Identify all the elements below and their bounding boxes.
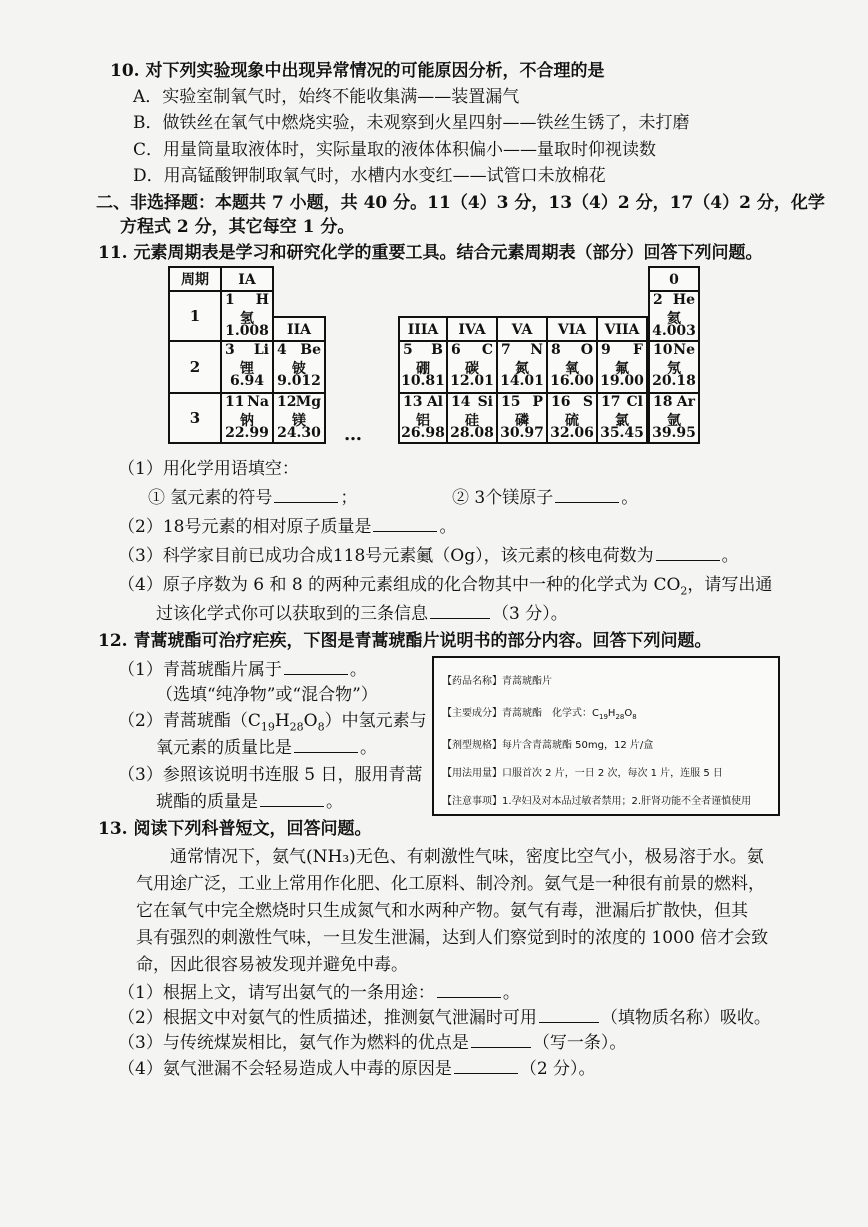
element-cell-h xyxy=(220,290,274,342)
q11-p1: （1）用化学用语填空： xyxy=(118,459,299,479)
element-cell-mg xyxy=(272,392,326,444)
q12-stem: 12. 青蒿琥酯可治疗疟疾，下图是青蒿琥酯片说明书的部分内容。回答下列问题。 xyxy=(98,631,712,651)
element-mass: 20.18 xyxy=(652,373,696,389)
element-cell-al xyxy=(398,392,448,444)
element-cell-p xyxy=(496,392,548,444)
element-number: 2 xyxy=(653,292,663,308)
table-ellipsis: … xyxy=(344,424,362,445)
q12-p2b: 氧元素的质量比是 。 xyxy=(156,734,377,761)
element-cell-f xyxy=(596,340,648,394)
element-number: 4 xyxy=(277,342,287,358)
element-number: 12 xyxy=(277,394,297,410)
element-cell-s xyxy=(546,392,598,444)
q12-p1-hint: （选填“纯净物”或“混合物”） xyxy=(156,685,378,705)
element-number: 16 xyxy=(551,394,571,410)
element-name: 碳 xyxy=(465,361,479,377)
q11-p2: （2）18号元素的相对原子质量是 。 xyxy=(118,513,456,540)
element-number: 18 xyxy=(653,394,673,410)
element-name: 硫 xyxy=(565,413,579,429)
box-row-dosage: 【用法用量】口服首次 2 片，一日 2 次，每次 1 片，连服 5 日 xyxy=(442,768,723,779)
element-number: 17 xyxy=(601,394,621,410)
element-name: 铍 xyxy=(292,361,306,377)
q13-p3-blank[interactable] xyxy=(471,1029,531,1048)
q12-p3a: （3）参照该说明书连服 5 日，服用青蒿 xyxy=(118,765,423,785)
box-row-name: 【药品名称】青蒿琥酯片 xyxy=(442,676,552,687)
element-number: 7 xyxy=(501,342,511,358)
q11-p4b-blank[interactable] xyxy=(430,600,490,619)
element-name: 氯 xyxy=(615,413,629,429)
group-via: VIA xyxy=(546,316,598,342)
q11-p1a: ① 氢元素的符号 ； xyxy=(148,484,357,511)
q11-p3: （3）科学家目前已成功合成118号元素鿫（Og），该元素的核电荷数为 。 xyxy=(118,542,739,569)
element-name: 氟 xyxy=(615,361,629,377)
element-number: 3 xyxy=(225,342,235,358)
element-name: 磷 xyxy=(515,413,529,429)
element-mass: 39.95 xyxy=(652,425,696,441)
element-symbol: P xyxy=(532,394,543,410)
element-name: 锂 xyxy=(240,361,254,377)
q13-para-line5: 命，因此很容易被发现并避免中毒。 xyxy=(136,955,408,975)
period-header: 周期 xyxy=(168,266,222,292)
element-name: 氖 xyxy=(667,361,681,377)
element-mass: 14.01 xyxy=(500,373,544,389)
box-row-notes: 【注意事项】1.孕妇及对本品过敏者禁用；2.肝肾功能不全者谨慎使用 xyxy=(442,796,752,807)
element-name: 氩 xyxy=(667,413,681,429)
q10-option-a: A．实验室制氧气时，始终不能收集满——装置漏气 xyxy=(133,87,520,107)
element-symbol: O xyxy=(580,342,593,358)
element-mass: 10.81 xyxy=(401,373,445,389)
element-cell-cl xyxy=(596,392,648,444)
element-cell-ne xyxy=(648,340,700,394)
element-symbol: N xyxy=(530,342,543,358)
box-row-spec: 【剂型规格】每片含青蒿琥酯 50mg，12 片/盒 xyxy=(442,740,654,751)
element-mass: 28.08 xyxy=(450,425,494,441)
element-name: 氧 xyxy=(565,361,579,377)
q11-p4a: （4）原子序数为 6 和 8 的两种元素组成的化合物其中一种的化学式为 $CO_2$，请写出通 xyxy=(118,575,773,598)
element-number: 13 xyxy=(403,394,423,410)
element-number: 5 xyxy=(403,342,413,358)
group-0: 0 xyxy=(648,266,700,292)
q12-p2b-blank[interactable] xyxy=(294,734,358,753)
q12-p1: （1）青蒿琥酯片属于 。 xyxy=(118,656,367,683)
element-mass: 4.003 xyxy=(652,323,696,339)
q10-option-c: C．用量筒量取液体时，实际量取的液体体积偏小——量取时仰视读数 xyxy=(133,140,657,160)
q13-para-line3: 它在氧气中完全燃烧时只生成氮气和水两种产物。氨气有毒，泄漏后扩散快，但其 xyxy=(136,901,748,921)
group-va: VA xyxy=(496,316,548,342)
element-mass: 12.01 xyxy=(450,373,494,389)
group-iiia: IIIA xyxy=(398,316,448,342)
q12-p1-blank[interactable] xyxy=(284,656,348,675)
period-3: 3 xyxy=(168,392,222,444)
q12-p3b: 琥酯的质量是 。 xyxy=(156,788,343,815)
q13-para-line4: 具有强烈的刺激性气味，一旦发生泄漏，达到人们察觉到时的浓度的 1000 倍才会致 xyxy=(136,928,769,948)
element-mass: 22.99 xyxy=(225,425,269,441)
element-mass: 24.30 xyxy=(277,425,321,441)
element-name: 铝 xyxy=(416,413,430,429)
element-symbol: Be xyxy=(300,342,321,358)
q11-p1b: ② 3个镁原子 。 xyxy=(452,484,638,511)
element-number: 8 xyxy=(551,342,561,358)
element-number: 11 xyxy=(225,394,245,410)
element-cell-na xyxy=(220,392,274,444)
element-symbol: H xyxy=(255,292,269,308)
element-name: 氦 xyxy=(667,311,681,327)
q13-p2: （2）根据文中对氨气的性质描述，推测氨气泄漏时可用 （填物质名称）吸收。 xyxy=(118,1004,771,1031)
element-cell-c xyxy=(446,340,498,394)
q10-option-d: D．用高锰酸钾制取氧气时，水槽内水变红——试管口未放棉花 xyxy=(133,166,606,186)
drug-instructions-box xyxy=(432,656,780,816)
q11-p1a-blank[interactable] xyxy=(274,484,338,503)
element-number: 9 xyxy=(601,342,611,358)
element-number: 1 xyxy=(225,292,235,308)
q13-p1: （1）根据上文，请写出氨气的一条用途： 。 xyxy=(118,979,520,1006)
section2-line1: 二、非选择题：本题共 7 小题，共 40 分。11（4）3 分，13（4）2 分，17（4）2 分，化学 xyxy=(96,193,825,213)
element-number: 10 xyxy=(653,342,673,358)
group-iia: IIA xyxy=(272,316,326,342)
element-cell-be xyxy=(272,340,326,394)
element-mass: 32.06 xyxy=(550,425,594,441)
element-symbol: Li xyxy=(253,342,269,358)
q13-p4-blank[interactable] xyxy=(454,1055,518,1074)
q13-p1-blank[interactable] xyxy=(437,979,501,998)
element-symbol: F xyxy=(633,342,643,358)
group-viia: VIIA xyxy=(596,316,648,342)
element-symbol: C xyxy=(481,342,493,358)
q13-p2-blank[interactable] xyxy=(539,1004,599,1023)
element-symbol: Na xyxy=(247,394,269,410)
q12-p3b-blank[interactable] xyxy=(260,788,324,807)
element-number: 14 xyxy=(451,394,471,410)
q13-p4: （4）氨气泄漏不会轻易造成人中毒的原因是 （2 分）。 xyxy=(118,1055,596,1082)
element-symbol: Si xyxy=(477,394,493,410)
q13-stem: 13. 阅读下列科普短文，回答问题。 xyxy=(98,819,372,839)
period-2: 2 xyxy=(168,340,222,394)
element-symbol: Al xyxy=(426,394,443,410)
element-name: 钠 xyxy=(240,413,254,429)
element-mass: 26.98 xyxy=(401,425,445,441)
element-cell-n xyxy=(496,340,548,394)
q13-para-line1: 通常情况下，氨气(NH₃)无色、有刺激性气味，密度比空气小，极易溶于水。氨 xyxy=(170,847,764,867)
element-mass: 30.97 xyxy=(500,425,544,441)
q11-stem: 11. 元素周期表是学习和研究化学的重要工具。结合元素周期表（部分）回答下列问题。 xyxy=(98,243,763,263)
element-symbol: B xyxy=(431,342,443,358)
element-name: 氢 xyxy=(240,311,254,327)
group-ia: IA xyxy=(220,266,274,292)
q11-p2-blank[interactable] xyxy=(373,513,437,532)
element-symbol: Ne xyxy=(673,342,695,358)
element-mass: 9.012 xyxy=(277,373,321,389)
element-name: 氮 xyxy=(515,361,529,377)
element-cell-b xyxy=(398,340,448,394)
element-cell-he xyxy=(648,290,700,342)
period-1: 1 xyxy=(168,290,222,342)
element-symbol: Mg xyxy=(295,394,321,410)
q13-p3: （3）与传统煤炭相比，氨气作为燃料的优点是 （写一条）。 xyxy=(118,1029,626,1056)
element-cell-o xyxy=(546,340,598,394)
q11-p3-blank[interactable] xyxy=(656,542,720,561)
element-name: 镁 xyxy=(292,413,306,429)
q10-stem: 10. 对下列实验现象中出现异常情况的可能原因分析，不合理的是 xyxy=(110,61,605,81)
q11-p1b-blank[interactable] xyxy=(555,484,619,503)
element-symbol: Cl xyxy=(626,394,643,410)
element-name: 硅 xyxy=(465,413,479,429)
group-iva: IVA xyxy=(446,316,498,342)
element-number: 6 xyxy=(451,342,461,358)
element-mass: 35.45 xyxy=(600,425,644,441)
q13-para-line2: 气用途广泛，工业上常用作化肥、化工原料、制冷剂。氨气是一种很有前景的燃料， xyxy=(136,874,765,894)
element-mass: 19.00 xyxy=(600,373,644,389)
element-cell-ar xyxy=(648,392,700,444)
section2-line2: 方程式 2 分，其它每空 1 分。 xyxy=(120,217,355,237)
q11-p4b: 过该化学式你可以获取到的三条信息 （3 分）。 xyxy=(156,600,568,627)
element-number: 15 xyxy=(501,394,521,410)
element-name: 硼 xyxy=(416,361,430,377)
box-row-ingredient: 【主要成分】青蒿琥酯 化学式：$C_{19}H_{28}O_8$ xyxy=(442,708,637,721)
element-symbol: He xyxy=(672,292,695,308)
element-mass: 6.94 xyxy=(229,373,265,389)
element-cell-li xyxy=(220,340,274,394)
element-mass: 1.008 xyxy=(225,323,269,339)
element-cell-si xyxy=(446,392,498,444)
q10-option-b: B．做铁丝在氧气中燃烧实验，未观察到火星四射——铁丝生锈了，未打磨 xyxy=(133,113,690,133)
element-symbol: S xyxy=(582,394,593,410)
q12-p2a: （2）青蒿琥酯$(C_{19}H_{28}O_8)$中氢元素与 xyxy=(118,711,427,734)
element-mass: 16.00 xyxy=(550,373,594,389)
element-symbol: Ar xyxy=(676,394,695,410)
